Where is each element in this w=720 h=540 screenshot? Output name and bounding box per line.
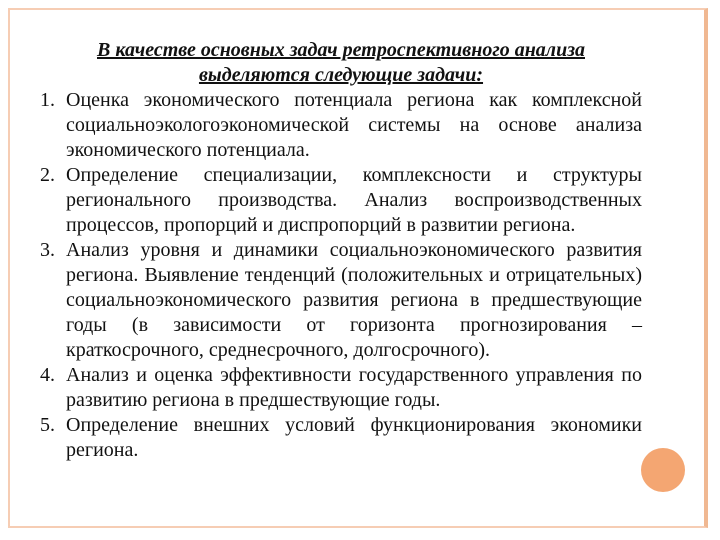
slide-title-line-2: выделяются следующие задачи: <box>198 64 484 86</box>
task-number: 3. <box>40 239 55 261</box>
slide-content <box>40 38 642 463</box>
task-text: Анализ и оценка эффективности государственного управления по развитию региона в предшествующие годы. <box>66 364 642 411</box>
task-number: 4. <box>40 364 55 386</box>
task-list <box>40 88 642 463</box>
task-list-item <box>40 88 642 163</box>
task-text: Анализ уровня и динамики социальноэкономического развития региона. Выявление тенденций (положительных и отрицательных) социальноэкономического развития региона в предшествующие годы (в зависимости от горизонта прогнозирования – краткосрочного, среднесрочного, долгосрочного). <box>66 239 642 361</box>
task-number: 1. <box>40 89 55 111</box>
task-list-item <box>40 363 642 413</box>
accent-circle-decoration <box>641 448 685 492</box>
task-list-item <box>40 413 642 463</box>
task-list-item <box>40 238 642 363</box>
task-number: 2. <box>40 164 55 186</box>
task-text: Определение специализации, комплексности и структуры регионального производства. Анализ воспроизводственных процессов, пропорций и диспропорций в развитии региона. <box>66 164 642 236</box>
slide-title-line-1: В качестве основных задач ретроспективного анализа <box>97 39 585 61</box>
task-text: Определение внешних условий функционирования экономики региона. <box>66 414 642 461</box>
task-number: 5. <box>40 414 55 436</box>
task-list-item <box>40 163 642 238</box>
slide-title <box>40 38 642 88</box>
task-text: Оценка экономического потенциала региона как комплексной социальноэкологоэкономической системы на основе анализа экономического потенциала. <box>66 89 642 161</box>
